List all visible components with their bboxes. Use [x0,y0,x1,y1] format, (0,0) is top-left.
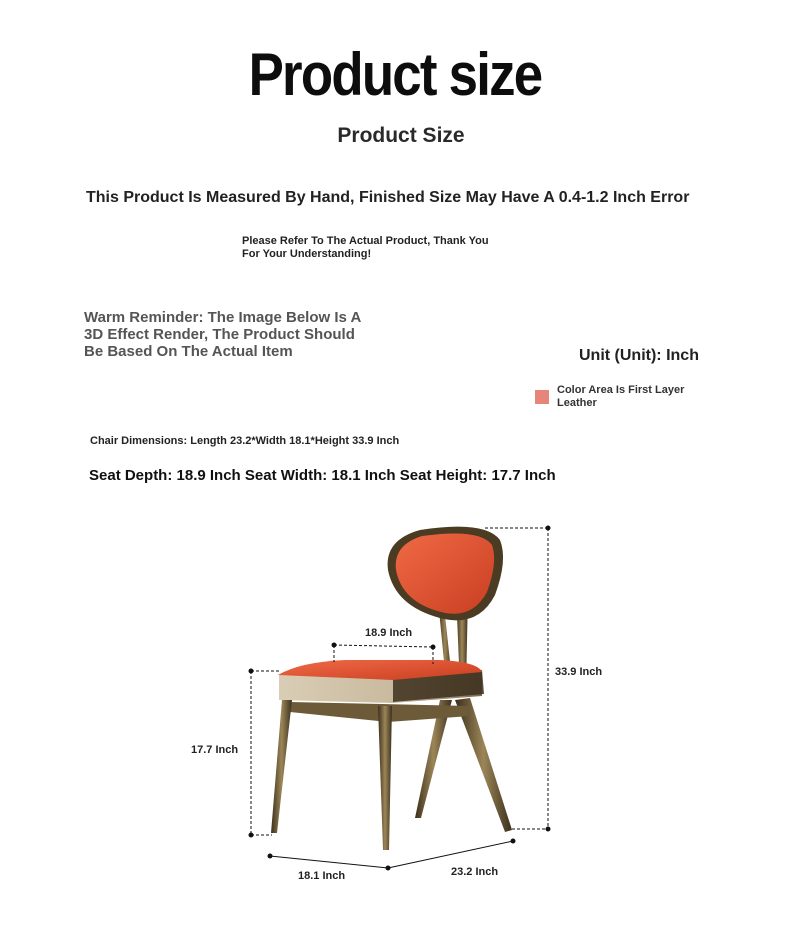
chair-dimension-figure [0,500,790,943]
seat-dimensions: Seat Depth: 18.9 Inch Seat Width: 18.1 Inch Seat Height: 17.7 Inch [89,467,556,484]
chair-dimensions: Chair Dimensions: Length 23.2*Width 18.1*Height 33.9 Inch [90,435,400,447]
chair-illustration [271,527,512,850]
length-label: 23.2 Inch [451,866,499,878]
measurement-error-note: This Product Is Measured By Hand, Finished Size May Have A 0.4-1.2 Inch Error [86,189,690,206]
seat-height-label: 17.7 Inch [191,744,239,756]
refer-actual-product-note: Please Refer To The Actual Product, Thank You For Your Understanding! [242,235,489,260]
warm-reminder-note: Warm Reminder: The Image Below Is A 3D Effect Render, The Product Should Be Based On The Actual Item [84,309,361,360]
seat-depth-label: 18.9 Inch [365,627,413,639]
width-label: 18.1 Inch [298,870,346,882]
page-subtitle: Product Size [337,124,465,147]
unit-label: Unit (Unit): Inch [579,347,699,364]
total-height-label: 33.9 Inch [555,666,603,678]
page-title: Product size [248,41,542,108]
legend-swatch [535,390,549,404]
legend-text: Color Area Is First Layer Leather [557,384,685,409]
